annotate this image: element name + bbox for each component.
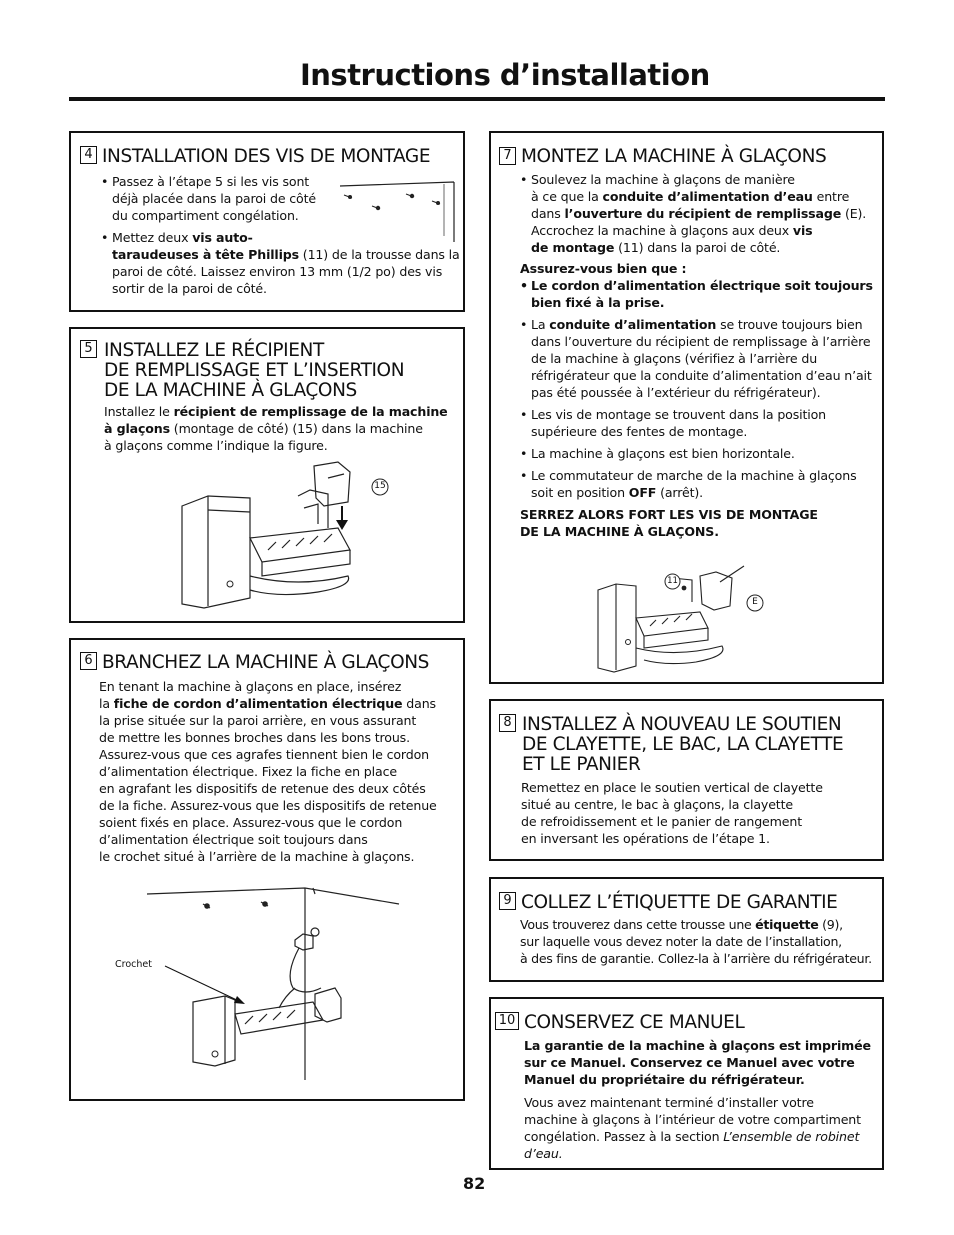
s8-l4: en inversant les opérations de l’étape 1. — [521, 831, 770, 846]
s6-l7: en agrafant les dispositifs de retenue des deux côtés — [99, 781, 426, 796]
s7-p1c-bold: l’ouverture du récipient de remplissage — [564, 206, 842, 221]
title-rule — [69, 97, 885, 101]
s10-b2: sur ce Manuel. Conservez ce Manuel avec votre — [524, 1055, 855, 1070]
callout-11: 11 — [667, 576, 678, 586]
s7-check-3: • Les vis de montage se trouvent dans la position supérieure des fentes de montage. — [520, 406, 876, 440]
section-6-heading: BRANCHEZ LA MACHINE À GLAÇONS — [102, 652, 430, 673]
section-8-text — [521, 779, 877, 847]
step-number-7: 7 — [499, 147, 516, 165]
step-number-9: 9 — [499, 892, 516, 910]
s4-bullet-1: • Passez à l’étape 5 si les vis sont déjà placée dans la paroi de côté du compartiment congélation. — [101, 173, 331, 224]
section-7-heading: MONTEZ LA MACHINE À GLAÇONS — [521, 146, 827, 167]
s7-p1a: Soulevez la machine à glaçons de manière — [531, 172, 795, 187]
s9-l1-post: (9), — [818, 917, 843, 932]
s7-c5-post: (arrêt). — [656, 485, 703, 500]
s10-n2: machine à glaçons à l’intérieur de votre compartiment — [524, 1112, 861, 1127]
s7-p1 — [520, 171, 876, 256]
s7-p1b-bold: conduite d’alimentation d’eau — [602, 189, 813, 204]
s7-assure: Assurez-vous bien que : — [520, 261, 687, 276]
s6-l4: de mettre les bonnes broches dans les bons trous. — [99, 730, 410, 745]
section-7-text — [520, 171, 876, 540]
s7-c5-bold: OFF — [628, 485, 657, 500]
s7-p1b-post: entre — [812, 189, 850, 204]
step-number-8: 8 — [499, 714, 516, 732]
s6-l3: la prise située sur la paroi arrière, en vous assurant — [99, 713, 417, 728]
s7-check-2 — [520, 316, 876, 401]
page-number: 82 — [463, 1174, 486, 1193]
s7-p1d-pre: Accrochez la machine à glaçons aux deux — [531, 223, 793, 238]
s7-c2-post: se trouve toujours bien dans l’ouverture du récipient de remplissage à l’arrière de la machine à glaçons (vérifiez à l’arrière du réfrigérateur que la conduite d’alimentation d’eau n’ait pas été poussée à l’extérieur du réfrigérateur). — [531, 317, 872, 400]
section-8-heading-1: INSTALLEZ À NOUVEAU LE SOUTIEN — [522, 714, 842, 735]
mounting-screws-illustration — [336, 176, 458, 244]
s6-l2-pre: la — [99, 696, 114, 711]
s10-b3: Manuel du propriétaire du réfrigérateur. — [524, 1072, 805, 1087]
s5-t1: Installez le — [104, 404, 174, 419]
s5-t3: à glaçons — [104, 421, 170, 436]
s5-t5: à glaçons comme l’indique la figure. — [104, 438, 328, 453]
step-number-5: 5 — [80, 340, 97, 358]
s7-serrez-2: DE LA MACHINE À GLAÇONS. — [520, 524, 719, 539]
section-5-heading-1: INSTALLEZ LE RÉCIPIENT — [104, 340, 324, 361]
section-10-text — [524, 1037, 878, 1162]
s6-l6: d’alimentation électrique. Fixez la fiche en place — [99, 764, 397, 779]
section-10-heading: CONSERVEZ CE MANUEL — [524, 1012, 745, 1033]
s6-l10: d’alimentation électrique soit toujours dans — [99, 832, 368, 847]
power-cord-hook-illustration — [145, 884, 400, 1084]
s10-b1: La garantie de la machine à glaçons est imprimée — [524, 1038, 871, 1053]
s6-l2-bold: fiche de cordon d’alimentation électrique — [113, 696, 403, 711]
s10-n3-it: L’ensemble de robinet — [723, 1129, 860, 1144]
s7-p1c-post: (E). — [841, 206, 867, 221]
step-number-4: 4 — [80, 146, 97, 164]
section-5-text — [104, 403, 454, 454]
s7-check-5 — [520, 467, 876, 501]
s9-l1-pre: Vous trouverez dans cette trousse une — [520, 917, 756, 932]
section-8-heading-2: DE CLAYETTE, LE BAC, LA CLAYETTE — [522, 734, 844, 755]
s10-n4-it: d’eau. — [524, 1146, 563, 1161]
s9-l3: à des fins de garantie. Collez-la à l’arrière du réfrigérateur. — [520, 951, 872, 966]
s7-check-1: • Le cordon d’alimentation électrique soit toujours bien fixé à la prise. — [520, 277, 876, 311]
s6-l8: de la fiche. Assurez-vous que les dispositifs de retenue — [99, 798, 437, 813]
s7-c2-bold: conduite d’alimentation — [549, 317, 717, 332]
s5-t2: récipient de remplissage de la machine — [173, 404, 448, 419]
s10-n1: Vous avez maintenant terminé d’installer votre — [524, 1095, 814, 1110]
section-9-text — [520, 916, 882, 967]
s6-l1: En tenant la machine à glaçons en place, insérez — [99, 679, 402, 694]
s4-b2-pre: Mettez deux — [112, 230, 193, 245]
s6-l9: soient fixés en place. Assurez-vous que le cordon — [99, 815, 403, 830]
s8-l1: Remettez en place le soutien vertical de clayette — [521, 780, 823, 795]
s7-serrez-1: SERREZ ALORS FORT LES VIS DE MONTAGE — [520, 507, 818, 522]
s9-l1-bold: étiquette — [755, 917, 819, 932]
s7-p1e-bold: de montage — [531, 240, 615, 255]
section-4-heading: INSTALLATION DES VIS DE MONTAGE — [102, 146, 431, 167]
callout-e: E — [752, 597, 758, 607]
s7-p1d-bold: vis — [792, 223, 813, 238]
s7-p1c-pre: dans — [531, 206, 565, 221]
s4-b2-bold2: taraudeuses à tête Phillips — [112, 247, 299, 262]
callout-15: 15 — [374, 481, 386, 491]
step-number-10: 10 — [495, 1012, 519, 1030]
s5-t4: (montage de côté) (15) dans la machine — [169, 421, 423, 436]
s7-p1b-pre: à ce que la — [531, 189, 603, 204]
label-crochet: Crochet — [115, 959, 152, 970]
s7-c5-pre: Le commutateur de marche de la machine à glaçons soit en position — [531, 468, 857, 500]
s6-l2-post: dans — [402, 696, 436, 711]
s7-c2-pre: La — [531, 317, 550, 332]
s10-n3-pre: congélation. Passez à la section — [524, 1129, 724, 1144]
s8-l3: de refroidissement et le panier de rangement — [521, 814, 802, 829]
section-8-heading-3: ET LE PANIER — [522, 754, 641, 775]
s8-l2: situé au centre, le bac à glaçons, la clayette — [521, 797, 793, 812]
section-5-heading-3: DE LA MACHINE À GLAÇONS — [104, 380, 357, 401]
section-4-text — [101, 173, 331, 224]
s7-p1e-post: (11) dans la paroi de côté. — [614, 240, 781, 255]
fill-cup-icemaker-illustration — [178, 458, 398, 613]
s9-l2: sur laquelle vous devez noter la date de l’installation, — [520, 934, 842, 949]
page-title: Instructions d’installation — [300, 58, 710, 92]
s6-l5: Assurez-vous que ces agrafes tiennent bien le cordon — [99, 747, 429, 762]
s7-check-4: • La machine à glaçons est bien horizontale. — [520, 445, 876, 462]
section-6-text — [99, 678, 459, 865]
step-number-6: 6 — [80, 652, 97, 670]
s6-l11: le crochet situé à l’arrière de la machine à glaçons. — [99, 849, 415, 864]
s4-b2-post: (11) de la trousse dans la paroi de côté. Laissez environ 13 mm (1/2 po) des vis sortir de la paroi de côté. — [112, 247, 460, 296]
section-5-heading-2: DE REMPLISSAGE ET L’INSERTION — [104, 360, 405, 381]
s4-b2-bold1: vis auto- — [192, 230, 253, 245]
section-9-heading: COLLEZ L’ÉTIQUETTE DE GARANTIE — [521, 892, 838, 913]
